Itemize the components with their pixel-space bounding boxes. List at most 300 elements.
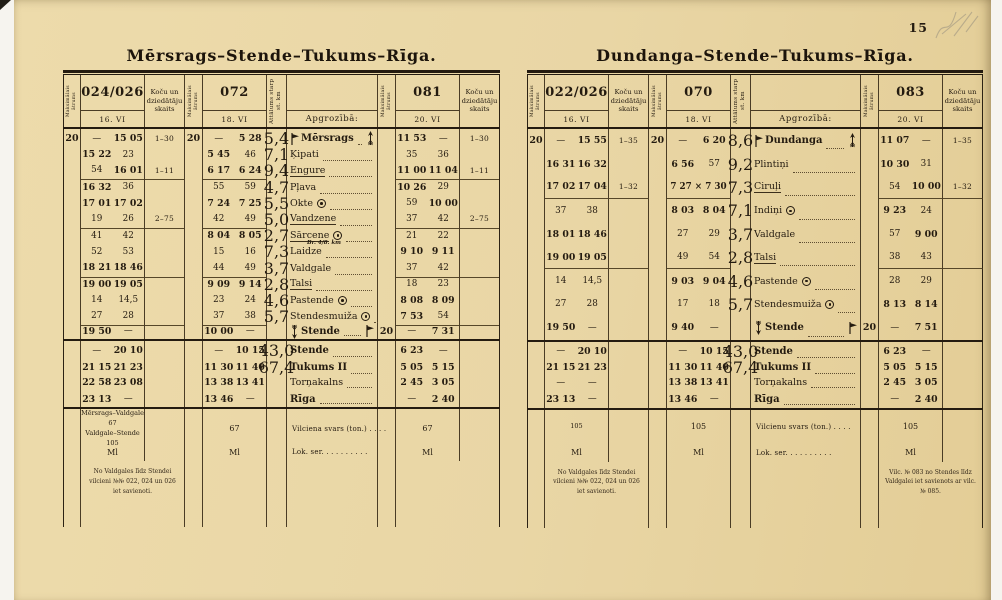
footnote-left	[545, 462, 649, 528]
time-value: 8 08	[400, 294, 424, 306]
timetable-dundanga-stende-tukums-riga	[527, 46, 983, 528]
time-value: 54	[708, 252, 720, 263]
distance-value: 4,7	[263, 177, 290, 197]
time-cell	[545, 375, 609, 392]
time-value: 7 51	[914, 322, 938, 334]
time-value: 6 56	[671, 158, 695, 170]
station-name: Pastende	[754, 275, 798, 287]
station-name: Talsi	[290, 278, 313, 290]
station-name: Stende	[301, 325, 340, 337]
time-value: —	[214, 345, 224, 356]
count-value	[943, 152, 983, 175]
time-value: —	[709, 322, 719, 333]
time-value: 35	[406, 149, 418, 160]
max-speed-value	[649, 246, 667, 269]
count-value	[460, 374, 500, 391]
table-header-row	[527, 75, 983, 129]
count-header: Koču un dziedātāju skaits	[145, 75, 185, 127]
time-value: 6 17	[207, 164, 231, 176]
down-arrow-icon	[754, 320, 763, 335]
footer-empty	[267, 443, 287, 461]
time-value: 21 23	[577, 362, 607, 374]
time-value: 36	[122, 182, 134, 193]
leader-dots	[340, 214, 372, 226]
station-cell	[751, 375, 861, 392]
train-number: 024/026	[81, 85, 144, 100]
count-value	[609, 199, 649, 222]
time-value: 22	[437, 230, 449, 241]
count-value: 1–32	[609, 176, 649, 199]
time-cell	[396, 323, 460, 339]
circle-dot-icon	[317, 199, 326, 208]
time-value: 49	[244, 213, 256, 224]
upper-section	[63, 129, 500, 341]
time-cell	[81, 374, 145, 391]
stations-header-blank	[287, 75, 377, 110]
count-header: Koču un dziedātāju skaits	[460, 75, 500, 127]
time-value: 37	[406, 262, 418, 273]
time-value: 43	[920, 252, 932, 263]
leader-dots	[815, 362, 855, 374]
table-row	[527, 391, 983, 408]
leader-dots	[323, 149, 372, 161]
footer-empty	[145, 443, 185, 461]
time-value: 54	[889, 181, 901, 192]
max-speed-value	[861, 152, 879, 175]
time-value: 28	[586, 299, 598, 310]
time-value: 9 03	[671, 275, 695, 287]
table-row	[527, 129, 983, 152]
time-value: 5 28	[238, 133, 262, 144]
station-name: Stende	[765, 322, 804, 334]
time-value: 49	[244, 262, 256, 273]
count-value	[460, 323, 500, 339]
time-cell	[879, 199, 943, 222]
count-value	[943, 223, 983, 246]
time-value: 2 40	[431, 393, 455, 405]
train-date: 16. VI	[81, 110, 144, 127]
leader-dots	[797, 345, 855, 357]
time-value: —	[92, 133, 102, 144]
table-row	[63, 242, 500, 262]
max-speed-header-text: Maksimālais ātrums	[863, 85, 875, 117]
max-speed-value	[861, 269, 879, 292]
time-value: 24	[244, 295, 256, 306]
time-value: 21 15	[546, 362, 576, 374]
loco-series-value: Ml	[667, 444, 731, 462]
count-value: 1–11	[145, 161, 185, 180]
time-cell	[879, 391, 943, 408]
count-value: 1–32	[943, 176, 983, 199]
train-weight-value: 105	[667, 410, 731, 444]
station-name: Tukums II	[754, 362, 812, 374]
time-cell	[545, 152, 609, 175]
time-value: 7 31	[431, 325, 455, 337]
footer-empty	[943, 410, 983, 444]
time-value: 27	[555, 299, 567, 310]
time-cell	[879, 152, 943, 175]
time-value: —	[921, 135, 931, 146]
time-value: 19 05	[113, 278, 143, 290]
circle-dot-icon	[338, 296, 347, 305]
train-column-header	[203, 75, 267, 127]
footnote-empty	[287, 461, 378, 527]
time-value: 8 13	[883, 298, 907, 310]
time-value: 28	[889, 276, 901, 287]
distance-cell	[731, 391, 751, 408]
time-value: 18	[708, 299, 720, 310]
up-arrow-icon	[848, 133, 857, 148]
time-value: 41	[91, 230, 103, 241]
leader-dots	[344, 326, 361, 337]
footnote-left	[81, 461, 185, 527]
count-value: 2–75	[460, 210, 500, 229]
table-row	[63, 358, 500, 375]
footer-empty	[63, 443, 81, 461]
footnote-row	[527, 462, 983, 528]
footer-empty	[609, 444, 649, 462]
time-value: 10 00	[204, 325, 234, 337]
max-speed-value	[861, 129, 879, 152]
count-header: Koču un dziedātāju skaits	[609, 75, 649, 127]
lower-section	[63, 341, 500, 409]
distance-cell	[267, 374, 287, 391]
footer-empty	[861, 410, 879, 444]
footer-empty	[943, 444, 983, 462]
max-speed-header	[63, 75, 81, 127]
max-speed-header	[185, 75, 203, 127]
table-header-row	[63, 75, 500, 129]
footer-empty	[185, 443, 203, 461]
time-value: —	[407, 326, 417, 337]
loco-series-value: Ml	[545, 444, 609, 462]
max-speed-value	[185, 323, 203, 339]
distance-value: 7,1	[727, 201, 754, 221]
count-value	[609, 152, 649, 175]
table-row	[63, 209, 500, 229]
leader-dots	[320, 181, 372, 193]
time-value: 16 31	[546, 158, 576, 170]
station-name: Plintiņi	[754, 158, 789, 170]
footnote-text: Vilc. № 083 no Stendes līdz Valdgalei iet savienots ar vilc. № 085.	[885, 468, 976, 495]
time-value: 10 15	[235, 345, 265, 357]
max-speed-value	[649, 223, 667, 246]
stations-column-header	[287, 75, 378, 127]
footnote-empty	[267, 461, 287, 527]
time-value: 42	[437, 262, 449, 273]
time-value: 5 05	[883, 362, 907, 374]
time-value: 2 45	[400, 377, 424, 389]
time-value: 14,5	[582, 276, 603, 287]
time-value: 11 30	[204, 361, 234, 373]
time-value: 18	[406, 279, 418, 290]
max-speed-value	[527, 316, 545, 339]
time-value: —	[245, 394, 255, 405]
count-header: Koču un dziedātāju skaits	[943, 75, 983, 127]
time-cell	[81, 391, 145, 408]
train-date: 16. VI	[545, 110, 608, 127]
time-value: 15 05	[113, 133, 143, 144]
time-value: 9 14	[238, 278, 262, 290]
time-value: 13 46	[204, 393, 234, 405]
time-value: —	[556, 135, 566, 146]
time-value: 6 23	[883, 345, 907, 357]
max-speed-value	[649, 375, 667, 392]
max-speed-value	[378, 374, 396, 391]
time-value: 13 46	[668, 393, 698, 405]
time-value: —	[123, 326, 133, 337]
max-speed-value	[527, 246, 545, 269]
footer-empty	[731, 444, 751, 462]
circle-dot-icon	[825, 300, 834, 309]
leader-dots	[333, 345, 372, 357]
table-row	[527, 246, 983, 269]
station-cell	[751, 223, 861, 246]
train-column-header	[81, 75, 145, 127]
footer-empty	[527, 410, 545, 444]
station-name: Talsi	[754, 251, 777, 263]
time-cell	[667, 223, 731, 246]
footnote-row	[63, 461, 500, 527]
time-crossing: 7 27 × 7 30	[670, 181, 727, 192]
time-value: 13 41	[699, 377, 729, 389]
count-value	[460, 391, 500, 408]
station-name: Mērsrags	[301, 133, 354, 144]
time-cell	[81, 323, 145, 339]
leader-dots	[780, 251, 855, 266]
leader-dots	[784, 394, 855, 405]
station-cell	[751, 269, 861, 292]
distance-cell	[267, 391, 287, 408]
time-value: 10 26	[397, 181, 427, 193]
max-speed-header-text: Maksimālais ātrums	[66, 85, 77, 117]
max-speed-value	[527, 176, 545, 199]
time-value: 14	[555, 276, 567, 287]
leader-dots	[330, 197, 372, 209]
time-cell	[203, 374, 267, 391]
table-title: Mērsrags–Stende–Tukums–Rīga.	[126, 46, 437, 65]
footnote-empty	[751, 462, 861, 528]
distance-cell	[727, 246, 754, 269]
distance-cell	[727, 269, 754, 292]
time-value: 14,5	[118, 295, 139, 306]
leader-dots	[358, 133, 362, 145]
station-cell	[751, 129, 861, 152]
time-value: 2 40	[914, 393, 938, 405]
time-value: 19 05	[577, 251, 607, 263]
time-value: 55	[213, 182, 225, 193]
max-speed-value	[63, 323, 81, 339]
time-value: 59	[406, 198, 418, 209]
leader-dots	[785, 181, 855, 196]
time-cell	[545, 223, 609, 246]
time-value: 8 04	[207, 230, 231, 242]
time-value: 21 23	[113, 361, 143, 373]
time-value: —	[92, 345, 102, 356]
station-cell	[751, 391, 861, 408]
footnote-empty	[63, 461, 81, 527]
table-row	[63, 258, 500, 278]
table-row	[527, 223, 983, 246]
time-value: 28	[122, 311, 134, 322]
time-value: 9 10	[400, 246, 424, 258]
footer-row	[527, 410, 983, 444]
table-row	[527, 358, 983, 378]
distance-value: 9,2	[727, 154, 754, 174]
time-cell	[545, 391, 609, 408]
table-row	[63, 145, 500, 165]
time-value: 46	[244, 149, 256, 160]
flag-icon	[290, 133, 299, 145]
table-row	[63, 274, 500, 294]
distance-value: 4,6	[727, 271, 754, 291]
distance-value: 5,7	[263, 307, 290, 327]
max-speed-value	[63, 374, 81, 391]
table-row	[527, 293, 983, 316]
time-value: 42	[122, 230, 134, 241]
distance-cell	[727, 223, 754, 246]
max-speed-header	[861, 75, 879, 127]
max-speed-value	[527, 199, 545, 222]
time-value: —	[709, 394, 719, 405]
table-title: Dundanga–Stende–Tukums–Rīga.	[596, 46, 914, 65]
station-cell	[751, 293, 861, 316]
count-value	[943, 246, 983, 269]
loco-series-value: Ml	[81, 443, 145, 461]
time-value: 54	[437, 311, 449, 322]
max-speed-value	[527, 375, 545, 392]
time-value: 57	[889, 229, 901, 240]
leader-dots	[815, 275, 855, 290]
leader-dots	[326, 246, 372, 258]
time-value: 31	[920, 159, 932, 170]
time-value: 5 15	[431, 361, 455, 373]
time-value: 7 25	[238, 197, 262, 209]
time-value: 24	[920, 205, 932, 216]
footnote-empty	[378, 461, 396, 527]
table-row	[63, 193, 500, 213]
time-cell	[396, 391, 460, 408]
max-speed-header-text: Maksimālais ātrums	[651, 85, 663, 117]
count-value	[609, 223, 649, 246]
count-value: 2–75	[145, 210, 185, 229]
station-name: Valdgale	[290, 262, 332, 274]
max-speed-value	[861, 375, 879, 392]
table-row	[63, 391, 500, 408]
station-cell	[751, 176, 861, 199]
train-weight-value: 67	[203, 409, 267, 448]
train-weight-value: 105	[879, 410, 943, 444]
time-cell	[396, 374, 460, 391]
time-value: 23 13	[82, 393, 112, 405]
station-cell	[751, 152, 861, 175]
max-speed-value	[527, 223, 545, 246]
time-value: 29	[920, 276, 932, 287]
distance-value: 7,3	[263, 242, 290, 262]
max-speed-value	[649, 293, 667, 316]
footer-section	[63, 409, 500, 527]
count-value	[943, 293, 983, 316]
count-value	[609, 391, 649, 408]
distance-value: 5,0	[263, 209, 290, 229]
max-speed-value	[861, 176, 879, 199]
table-row	[63, 341, 500, 361]
time-value: 59	[244, 182, 256, 193]
circle-dot-icon	[802, 277, 811, 286]
leader-dots	[811, 377, 855, 388]
max-speed-value	[527, 293, 545, 316]
count-value: 1–30	[460, 129, 500, 148]
time-value: 19 50	[546, 322, 576, 334]
distance-value: 5,7	[727, 294, 754, 314]
station-cell	[751, 199, 861, 222]
leader-dots	[351, 362, 372, 374]
time-value: 20 10	[577, 345, 607, 357]
max-speed-value: 20	[649, 129, 667, 152]
time-value: 21 15	[82, 361, 112, 373]
time-value: 7 24	[207, 197, 231, 209]
table-row	[63, 290, 500, 310]
time-cell	[545, 316, 609, 339]
time-value: 38	[889, 252, 901, 263]
max-speed-header-text: Maksimālais ātrums	[530, 85, 541, 117]
time-value: 42	[437, 213, 449, 224]
station-name: Stende	[290, 345, 329, 357]
max-speed-value	[649, 269, 667, 292]
station-name: Stende	[754, 345, 793, 357]
time-value: 57	[708, 159, 720, 170]
time-cell	[203, 323, 267, 339]
count-value	[145, 391, 185, 408]
station-name: Okte	[290, 197, 313, 209]
leader-dots	[799, 205, 855, 220]
time-cell	[879, 269, 943, 292]
table-row	[527, 152, 983, 175]
time-cell	[667, 129, 731, 152]
table-row	[63, 161, 500, 181]
time-cell	[545, 246, 609, 269]
distance-value: 9,4	[263, 161, 290, 181]
max-speed-value	[861, 199, 879, 222]
distance-value: 2,8	[727, 248, 754, 268]
time-value: 11 00	[397, 164, 427, 176]
route-header: Apgrozībā:	[751, 110, 860, 127]
time-cell	[667, 375, 731, 392]
footnote-empty	[731, 462, 751, 528]
leader-dots	[793, 158, 855, 173]
count-value: 1–30	[145, 129, 185, 148]
stations-column-header	[751, 75, 861, 127]
max-speed-value: 20	[527, 129, 545, 152]
distance-value: 2,8	[263, 274, 290, 294]
weight-line: 105	[570, 421, 583, 430]
time-value: 16	[244, 246, 256, 257]
time-value: 49	[677, 252, 689, 263]
lower-section	[527, 342, 983, 410]
time-value: 23 08	[113, 377, 143, 389]
time-value: 9 23	[883, 205, 907, 217]
timetable-grid	[527, 70, 983, 528]
station-name: Indiņi	[754, 205, 783, 217]
time-value: —	[438, 345, 448, 356]
max-speed-value	[649, 391, 667, 408]
time-cell	[667, 293, 731, 316]
footer-empty	[460, 443, 500, 461]
leader-dots	[799, 228, 855, 243]
footnote-right	[879, 462, 983, 528]
time-value: 17	[677, 299, 689, 310]
count-value	[609, 293, 649, 316]
